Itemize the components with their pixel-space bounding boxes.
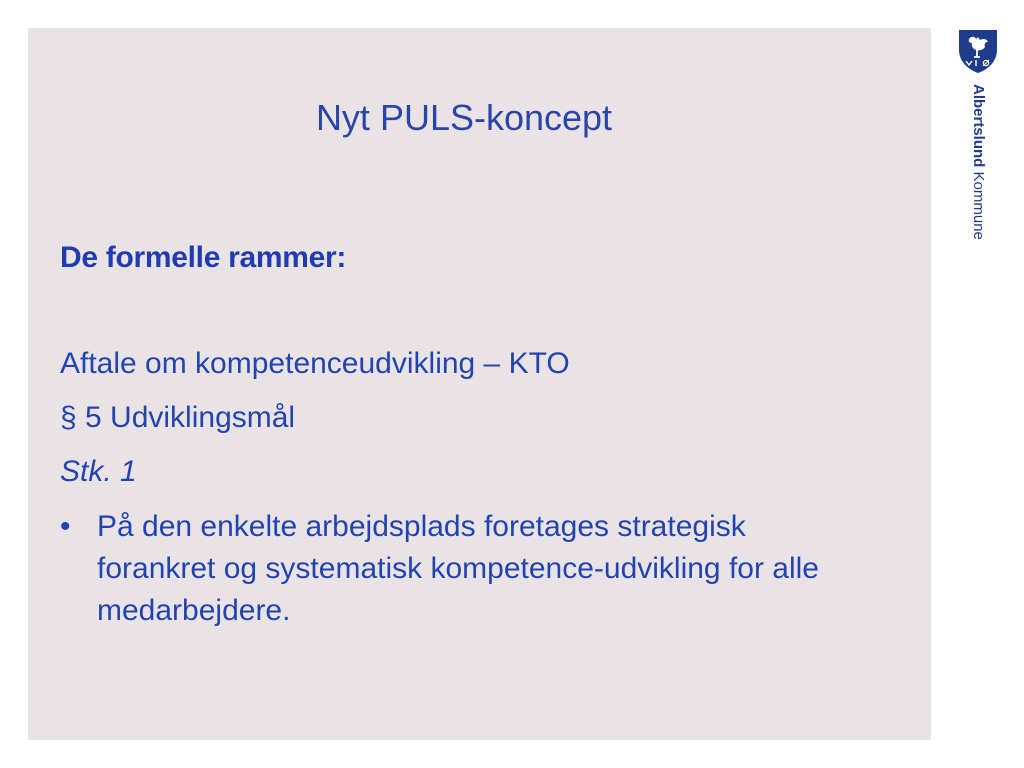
slide-title: Nyt PULS-koncept: [315, 97, 613, 138]
bullet-item: [60, 506, 860, 632]
municipality-wordmark: [966, 84, 990, 254]
wordmark-suffix: Kommune: [970, 171, 987, 240]
bullet-marker: •: [60, 510, 71, 543]
subsection-line: Stk. 1: [60, 455, 137, 488]
section-heading: De formelle rammer:: [60, 241, 347, 274]
coat-of-arms-shield-icon: [957, 28, 999, 74]
bullet-text: På den enkelte arbejdsplads foretages strategisk forankret og systematisk kompetence-udvikling for alle medarbejdere.: [97, 510, 819, 627]
agreement-line: Aftale om kompetenceudvikling – KTO: [60, 347, 570, 380]
wordmark-name: Albertslund: [970, 84, 987, 168]
section-line: § 5 Udviklingsmål: [60, 401, 296, 434]
